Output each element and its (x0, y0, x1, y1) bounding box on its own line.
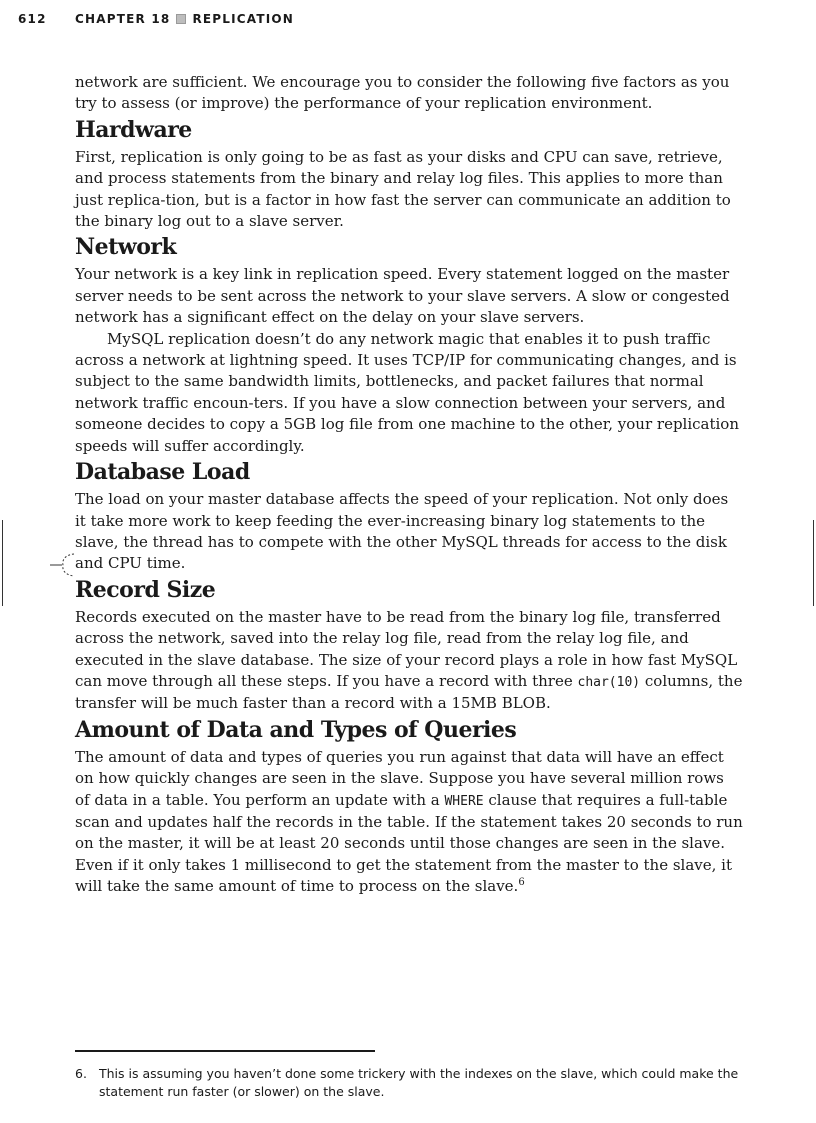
queries-paragraph (75, 747, 743, 898)
record-size-text-end: columns, the transfer will be much faster than a record with a 15MB BLOB. (75, 671, 743, 713)
margin-bar-right (813, 520, 814, 606)
code-char10: char(10) (577, 674, 641, 690)
record-size-paragraph (75, 607, 743, 715)
network-paragraph-2: MySQL replication doesn’t do any network magic that enables it to push traffic across a network at lightning speed. It uses TCP/IP for communicating changes, and is subject to the same bandwidth limits, bottlenecks, and packet failures that normal network traffic encoun-ters. If you have a slow connection between your servers, and someone decides to copy a 5GB log file from one machine to the other, your replication speeds will suffer accordingly. (75, 329, 739, 455)
intro-paragraph: network are sufficient. We encourage you to consider the following five factors as you try to assess (or improve) the performance of your replication environment. (75, 73, 730, 113)
page-number: 612 (18, 12, 47, 26)
footnote-number: 6. (75, 1066, 87, 1081)
margin-bar-left (2, 520, 3, 606)
record-size-text-start: Records executed on the master have to be read from the binary log file, transferred across the network, saved into the relay log file, read from the relay log file, and executed in the slave database. The size of your record plays a role in how fast MySQL can move through all these steps. If you have a record with three (75, 607, 738, 690)
heading-database-load: Database Load (75, 459, 250, 486)
footnote-reference[interactable]: 6 (518, 877, 525, 889)
footnote (75, 1065, 743, 1101)
chapter-title: REPLICATION (192, 12, 295, 26)
body-text (75, 72, 743, 898)
square-separator-icon (176, 14, 186, 24)
hardware-paragraph: First, replication is only going to be as fast as your disks and CPU can save, retrieve, and process statements from the binary and relay log files. This applies to more than just replica-tion, but is a factor in how fast the server can communicate an addition to the binary log out to a slave server. (75, 147, 731, 231)
chapter-number: CHAPTER 18 (75, 12, 171, 26)
network-paragraph-1: Your network is a key link in replication speed. Every statement logged on the master server needs to be sent across the network to your slave servers. A slow or congested network has a significant effect on the delay on your slave servers. (75, 265, 730, 327)
footnote-rule (75, 1050, 375, 1052)
heading-queries: Amount of Data and Types of Queries (75, 716, 517, 743)
heading-hardware: Hardware (75, 116, 192, 143)
code-where: WHERE (444, 793, 484, 809)
chapter-label (75, 12, 294, 26)
heading-network: Network (75, 234, 177, 261)
database-load-paragraph: The load on your master database affects the speed of your replication. Not only does it take more work to keep feeding the ever-increasing binary log statements to the slave, the thread has to compete with the other MySQL threads for access to the disk and CPU time. (75, 490, 729, 573)
queries-text-start: The amount of data and types of queries you run against that data will have an effect on how quickly changes are seen in the slave. Suppose you have several million rows of data in a table. You perform an update with a (75, 747, 724, 809)
running-header (0, 12, 816, 30)
queries-text-end: clause that requires a full-table scan and updates half the records in the table. If the statement takes 20 seconds to run on the master, it will be at least 20 seconds until those changes are seen in the slave. Even if it only takes 1 millisecond to get the statement from the master to the slave, it will take the same amount of time to process on the slave. (75, 790, 743, 896)
footnote-text: This is assuming you haven’t done some trickery with the indexes on the slave, which could make the statement run faster (or slower) on the slave. (99, 1066, 739, 1099)
heading-record-size: Record Size (75, 576, 216, 603)
edit-mark-icon (50, 551, 80, 579)
